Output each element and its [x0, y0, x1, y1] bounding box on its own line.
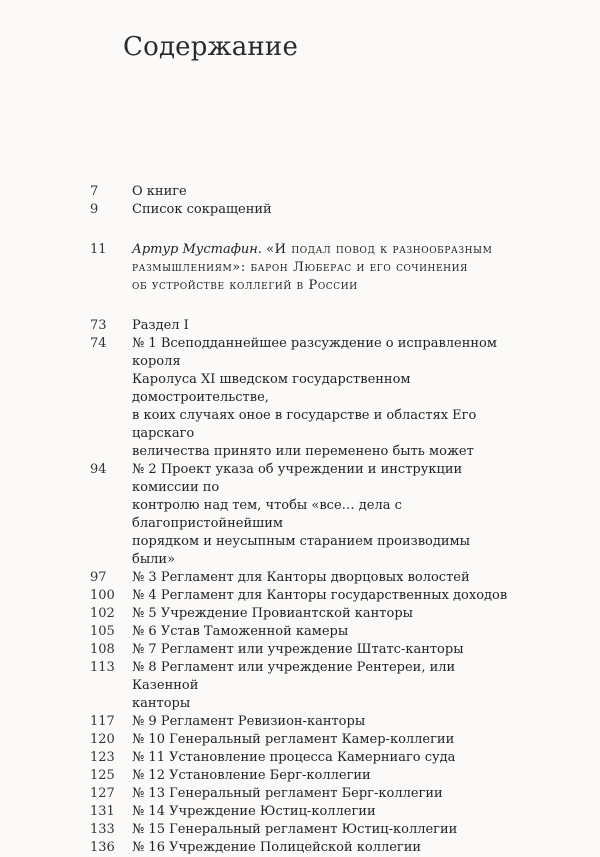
page-number: 97	[90, 570, 107, 585]
toc-entry-section-1[interactable]	[90, 317, 510, 335]
table-of-contents	[90, 183, 510, 857]
page-number: 102	[90, 606, 115, 621]
entry-line: порядком и неусыпным старанием производимы были»	[132, 534, 470, 567]
entry-title: № 14 Учреждение Юстиц-коллегии	[132, 804, 376, 819]
toc-entry-doc-8[interactable]	[90, 659, 510, 713]
page-title: Содержание	[123, 32, 299, 62]
toc-entry-doc-5[interactable]	[90, 605, 510, 623]
page-number: 120	[90, 732, 115, 747]
toc-entry-doc-6[interactable]	[90, 623, 510, 641]
toc-entry-doc-15[interactable]	[90, 821, 510, 839]
entry-title: № 4 Регламент для Канторы государственных доходов	[132, 588, 508, 603]
toc-entry-doc-12[interactable]	[90, 767, 510, 785]
entry-line: № 1 Всеподданнейшее разсуждение о исправленном короля	[132, 336, 497, 369]
page-number: 133	[90, 822, 115, 837]
entry-title: № 9 Регламент Ревизион-канторы	[132, 714, 366, 729]
toc-entry-doc-11[interactable]	[90, 749, 510, 767]
entry-line: № 2 Проект указа об учреждении и инструкции комиссии по	[132, 462, 463, 495]
toc-entry-abbreviations[interactable]	[90, 201, 510, 219]
page-number: 113	[90, 660, 115, 675]
page-number: 123	[90, 750, 115, 765]
entry-title: № 10 Генеральный регламент Камер-коллегии	[132, 732, 455, 747]
page-number: 94	[90, 462, 107, 477]
essay-title-part1: «И подал повод к разнообразным	[266, 242, 493, 257]
toc-entry-essay[interactable]	[90, 241, 510, 295]
toc-entry-doc-14[interactable]	[90, 803, 510, 821]
author-name: Артур Мустафин.	[132, 242, 262, 257]
toc-entry-doc-13[interactable]	[90, 785, 510, 803]
entry-title: № 11 Установление процесса Камерниаго суда	[132, 750, 456, 765]
page-number: 125	[90, 768, 115, 783]
page-number: 74	[90, 336, 107, 351]
entry-title: № 6 Устав Таможенной камеры	[132, 624, 349, 639]
essay-title-part2: размышлениям»: барон Люберас и его сочинения	[132, 260, 468, 275]
page-number: 9	[90, 202, 99, 217]
section-title: Раздел I	[132, 318, 189, 333]
entry-line: Каролуса XI шведском государственном домостроительстве,	[132, 372, 411, 405]
page-number: 105	[90, 624, 115, 639]
toc-entry-doc-2[interactable]	[90, 461, 510, 569]
page-number: 11	[90, 242, 107, 257]
entry-title: № 3 Регламент для Канторы дворцовых волостей	[132, 570, 470, 585]
page-number: 7	[90, 184, 99, 199]
entry-title: Список сокращений	[132, 202, 272, 217]
entry-title: О книге	[132, 184, 187, 199]
toc-entry-doc-10[interactable]	[90, 731, 510, 749]
toc-entry-doc-3[interactable]	[90, 569, 510, 587]
entry-line: канторы	[132, 696, 191, 711]
toc-entry-doc-1[interactable]	[90, 335, 510, 461]
essay-title-part3: об устройстве коллегий в России	[132, 278, 358, 293]
entry-title: № 16 Учреждение Полицейской коллегии	[132, 840, 422, 855]
entry-line: в коих случаях оное в государстве и областях Его царскаго	[132, 408, 477, 441]
entry-title: № 7 Регламент или учреждение Штатс-канторы	[132, 642, 464, 657]
toc-entry-doc-7[interactable]	[90, 641, 510, 659]
toc-entry-about-book[interactable]	[90, 183, 510, 201]
entry-title: № 15 Генеральный регламент Юстиц-коллегии	[132, 822, 458, 837]
toc-entry-doc-16[interactable]	[90, 839, 510, 857]
entry-title: № 5 Учреждение Провиантской канторы	[132, 606, 413, 621]
page-number: 108	[90, 642, 115, 657]
page-number: 127	[90, 786, 115, 801]
page-number: 117	[90, 714, 115, 729]
entry-line: величества принято или переменено быть может	[132, 444, 474, 459]
page-number: 73	[90, 318, 107, 333]
entry-title: № 13 Генеральный регламент Берг-коллегии	[132, 786, 443, 801]
toc-entry-doc-4[interactable]	[90, 587, 510, 605]
page-number: 100	[90, 588, 115, 603]
page-number: 136	[90, 840, 115, 855]
entry-title: № 12 Установление Берг-коллегии	[132, 768, 371, 783]
page-number: 131	[90, 804, 115, 819]
entry-line: контролю над тем, чтобы «все… дела с благопристойнейшим	[132, 498, 402, 531]
entry-line: № 8 Регламент или учреждение Рентереи, или Казенной	[132, 660, 456, 693]
toc-entry-doc-9[interactable]	[90, 713, 510, 731]
